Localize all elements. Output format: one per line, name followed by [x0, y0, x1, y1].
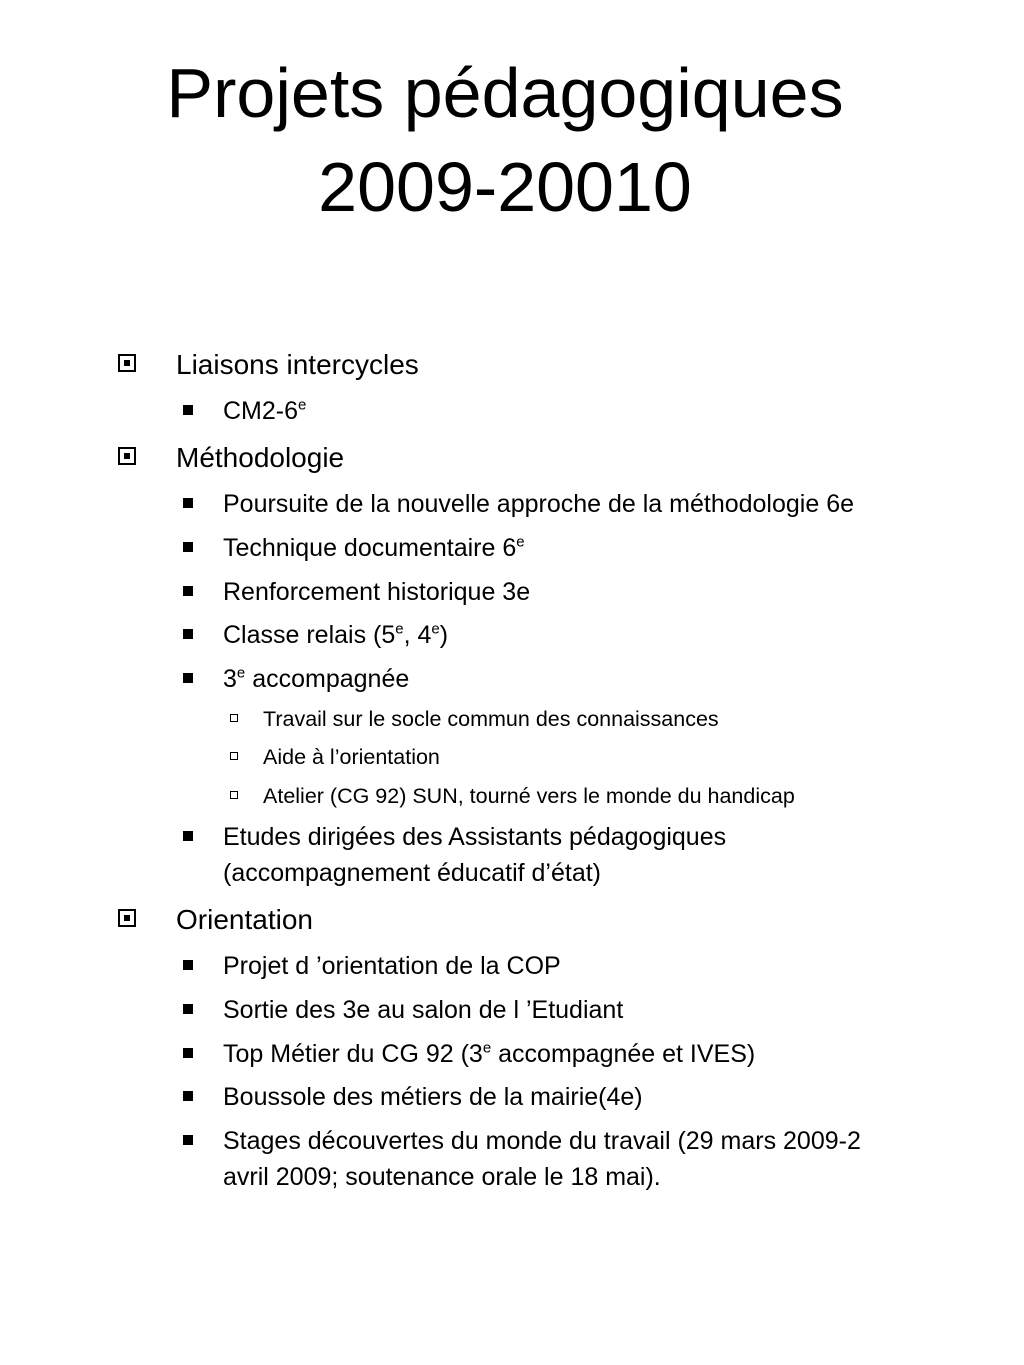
- list-item: Stages découvertes du monde du travail (29 mars 2009-2: [223, 1123, 861, 1159]
- filled-square-bullet-icon: [183, 1048, 193, 1058]
- list-item-continuation: (accompagnement éducatif d’état): [223, 859, 601, 887]
- slide-title-line2: 2009-20010: [318, 148, 692, 226]
- list-item: Sortie des 3e au salon de l ’Etudiant: [223, 992, 623, 1028]
- section-methodologie: [176, 441, 344, 475]
- section-liaisons: [176, 348, 419, 382]
- list-item: Poursuite de la nouvelle approche de la méthodologie 6e: [223, 486, 854, 522]
- section-label: Orientation: [176, 904, 313, 935]
- filled-square-bullet-icon: [183, 831, 193, 841]
- filled-square-bullet-icon: [183, 542, 193, 552]
- boxed-square-bullet-icon: [118, 354, 136, 372]
- list-item: Top Métier du CG 92 (3e accompagnée et IVES): [223, 1036, 755, 1072]
- boxed-square-bullet-icon: [118, 447, 136, 465]
- sub-list-item: Atelier (CG 92) SUN, tourné vers le monde du handicap: [263, 782, 795, 810]
- filled-square-bullet-icon: [183, 498, 193, 508]
- list-item: Classe relais (5e, 4e): [223, 617, 448, 653]
- sub-list-item: Aide à l’orientation: [263, 743, 440, 771]
- filled-square-bullet-icon: [183, 960, 193, 970]
- boxed-square-bullet-icon: [118, 909, 136, 927]
- filled-square-bullet-icon: [183, 673, 193, 683]
- hollow-square-bullet-icon: [230, 791, 238, 799]
- hollow-square-bullet-icon: [230, 714, 238, 722]
- list-item: Technique documentaire 6e: [223, 530, 525, 566]
- hollow-square-bullet-icon: [230, 752, 238, 760]
- list-item-continuation: avril 2009; soutenance orale le 18 mai).: [223, 1163, 661, 1191]
- section-label: Liaisons intercycles: [176, 349, 419, 380]
- list-item: 3e accompagnée: [223, 661, 409, 697]
- filled-square-bullet-icon: [183, 1135, 193, 1145]
- filled-square-bullet-icon: [183, 1004, 193, 1014]
- list-item: Etudes dirigées des Assistants pédagogiques: [223, 819, 726, 855]
- filled-square-bullet-icon: [183, 1091, 193, 1101]
- sub-list-item: Travail sur le socle commun des connaissances: [263, 705, 719, 733]
- list-item: Renforcement historique 3e: [223, 574, 530, 610]
- list-item: Projet d ’orientation de la COP: [223, 948, 561, 984]
- list-item: CM2-6e: [223, 393, 306, 429]
- slide-title-line1: Projets pédagogiques: [166, 54, 844, 132]
- section-label: Méthodologie: [176, 442, 345, 473]
- filled-square-bullet-icon: [183, 586, 193, 596]
- filled-square-bullet-icon: [183, 629, 193, 639]
- section-orientation: [176, 903, 313, 937]
- filled-square-bullet-icon: [183, 405, 193, 415]
- list-item: Boussole des métiers de la mairie(4e): [223, 1079, 643, 1115]
